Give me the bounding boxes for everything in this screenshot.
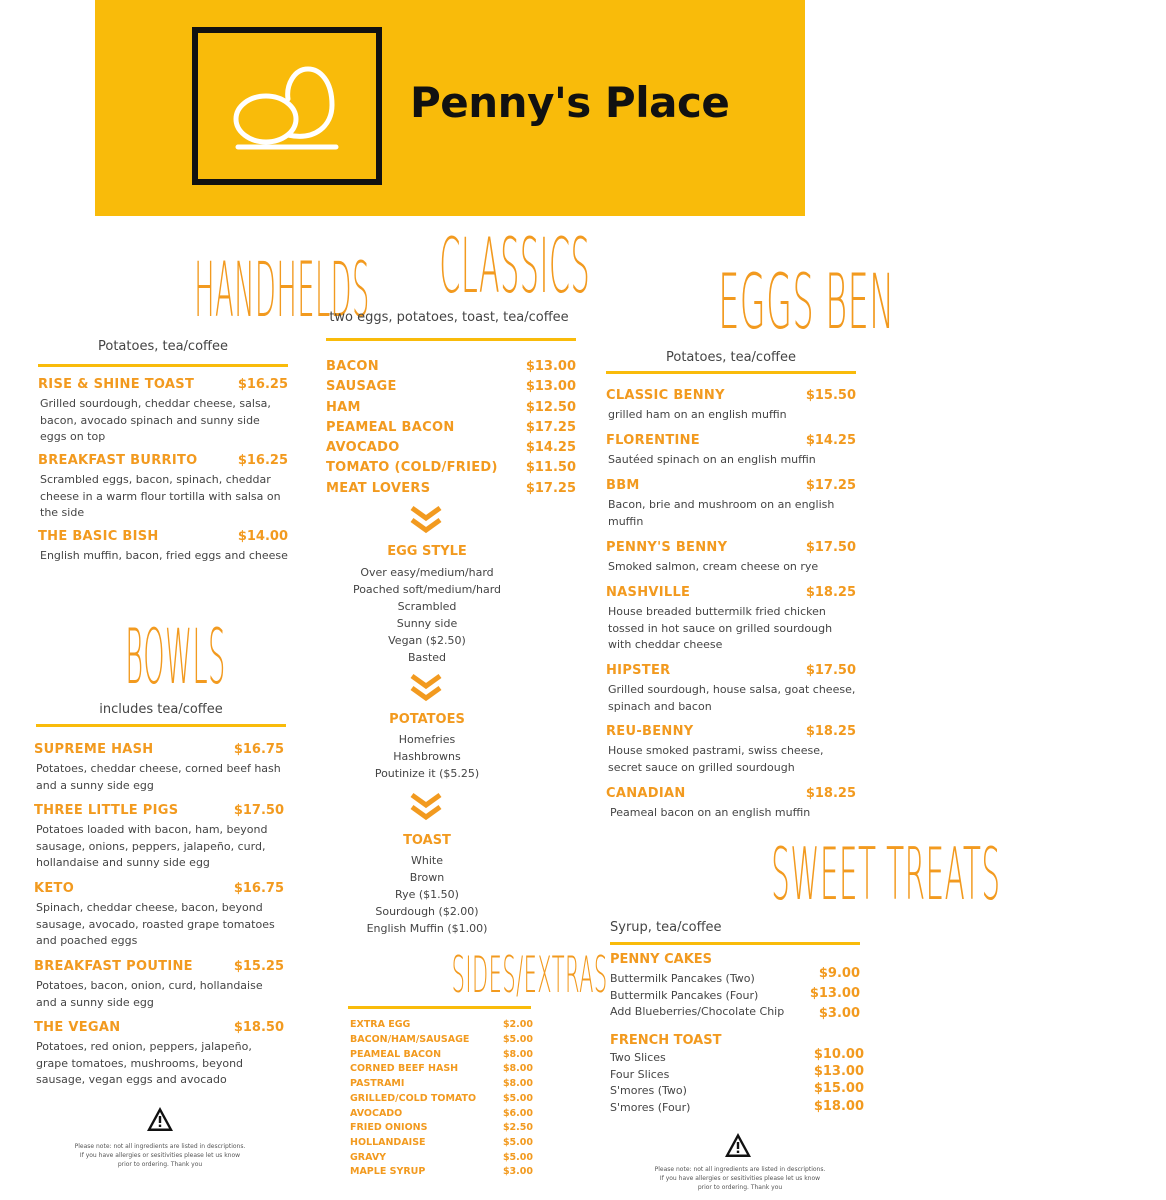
- desc-line: English muffin, bacon, fried eggs and cheese: [40, 549, 288, 562]
- eggs-ben-rule: [606, 371, 856, 374]
- french-toast-price: $18.00: [813, 1099, 864, 1114]
- eggs-ben-title: [606, 257, 895, 346]
- warning-icon: [146, 1106, 174, 1132]
- side-item: [350, 1137, 533, 1152]
- handhelds-subtitle: Potatoes, tea/coffee: [98, 339, 228, 354]
- item-name: BBM: [606, 478, 640, 493]
- sides-rule: [348, 1006, 531, 1009]
- chevron-down-icon: [408, 673, 444, 703]
- item-desc: [608, 559, 818, 576]
- item-price: $17.50: [233, 803, 284, 818]
- item-name: CORNED BEEF HASH: [350, 1063, 459, 1074]
- desc-line: grilled ham on an english muffin: [608, 408, 787, 421]
- item-price: $12.50: [525, 400, 576, 415]
- desc-line: tossed in hot sauce on grilled sourdough: [608, 621, 833, 635]
- warning-icon: [724, 1132, 752, 1158]
- desc-line: with cheddar cheese: [608, 638, 723, 651]
- item-desc: [608, 604, 832, 654]
- item-name: BACON: [326, 359, 379, 374]
- header-banner: [95, 0, 805, 216]
- desc-line: cheese in a warm flour tortilla with salsa on: [40, 489, 281, 503]
- item-name: FLORENTINE: [606, 433, 700, 448]
- item-name: GRAVY: [350, 1152, 387, 1163]
- egg-style-option: Poached soft/medium/hard: [352, 583, 502, 596]
- item-price: $16.75: [233, 881, 284, 896]
- item-desc: [40, 396, 271, 446]
- penny-cakes-line: Buttermilk Pancakes (Four): [610, 989, 759, 1002]
- desc-line: House smoked pastrami, swiss cheese,: [608, 744, 824, 757]
- allergy-note: [640, 1165, 840, 1192]
- item-price: $17.50: [805, 663, 856, 678]
- item-desc: [608, 682, 855, 715]
- item-name: PASTRAMI: [350, 1078, 405, 1089]
- item-price: $16.25: [237, 377, 288, 392]
- item-name: HOLLANDAISE: [350, 1137, 426, 1148]
- side-item: [350, 1019, 533, 1034]
- item-price: $5.00: [502, 1093, 533, 1104]
- item-price: $5.00: [502, 1034, 533, 1045]
- item-desc: [36, 1039, 252, 1089]
- classics-title-text: CLASSICS: [439, 221, 591, 310]
- french-toast-price: $10.00: [813, 1047, 864, 1062]
- side-item: [350, 1108, 533, 1123]
- penny-cakes-line: Buttermilk Pancakes (Two): [610, 972, 755, 985]
- desc-line: Bacon, brie and mushroom on an english: [608, 498, 835, 511]
- bowls-subtitle: includes tea/coffee: [99, 702, 223, 717]
- desc-line: muffin: [608, 514, 644, 528]
- potatoes-option: Hashbrowns: [393, 750, 461, 763]
- item-price: $11.50: [525, 460, 576, 475]
- desc-line: bacon, avocado spinach and sunny side: [40, 413, 260, 427]
- item-name: CANADIAN: [606, 786, 686, 801]
- item-price: $15.25: [233, 959, 284, 974]
- item-price: $13.00: [525, 359, 576, 374]
- desc-line: Potatoes loaded with bacon, ham, beyond: [36, 823, 268, 836]
- classics-title: [326, 221, 591, 310]
- penny-cakes-price: $9.00: [818, 966, 860, 981]
- item-price: $17.25: [525, 481, 576, 496]
- item-price: $17.25: [805, 478, 856, 493]
- item-desc: [40, 472, 281, 522]
- desc-line: the side: [40, 506, 85, 519]
- sweet-treats-title-text: SWEET TREATS: [771, 832, 1001, 916]
- toast-option: Rye ($1.50): [395, 888, 459, 901]
- item-name: NASHVILLE: [606, 585, 691, 600]
- item-name: PENNY'S BENNY: [606, 540, 728, 555]
- desc-line: sausage, avocado, roasted grape tomatoes: [36, 917, 275, 931]
- egg-style-option: Sunny side: [396, 617, 458, 630]
- toast-title: TOAST: [403, 833, 451, 848]
- item-name: THREE LITTLE PIGS: [34, 803, 179, 818]
- egg-style-option: Basted: [407, 651, 447, 664]
- handhelds-rule: [38, 364, 288, 367]
- item-name: GRILLED/COLD TOMATO: [350, 1093, 477, 1104]
- item-name: AVOCADO: [326, 440, 400, 455]
- desc-line: spinach and bacon: [608, 699, 712, 713]
- item-price: $17.25: [525, 420, 576, 435]
- side-item: [350, 1034, 533, 1049]
- allergy-note: [60, 1142, 260, 1169]
- item-desc: [608, 497, 834, 530]
- item-price: $18.25: [805, 585, 856, 600]
- penny-cakes-line: Add Blueberries/Chocolate Chip: [610, 1005, 785, 1018]
- desc-line: Peameal bacon on an english muffin: [610, 806, 811, 819]
- desc-line: and a sunny side egg: [36, 995, 154, 1009]
- item-name: SUPREME HASH: [34, 742, 154, 757]
- desc-line: secret sauce on grilled sourdough: [608, 760, 795, 774]
- desc-line: Potatoes, red onion, peppers, jalapeño,: [36, 1040, 252, 1053]
- item-price: $5.00: [502, 1137, 533, 1148]
- item-name: EXTRA EGG: [350, 1019, 411, 1030]
- item-desc: [36, 900, 275, 950]
- chevron-down-icon: [408, 792, 444, 822]
- item-price: $5.00: [502, 1152, 533, 1163]
- desc-line: House breaded buttermilk fried chicken: [608, 605, 826, 618]
- item-name: HIPSTER: [606, 663, 671, 678]
- item-name: PEAMEAL BACON: [350, 1049, 442, 1060]
- logo: [192, 27, 382, 185]
- sweet-treats-subtitle: Syrup, tea/coffee: [610, 920, 722, 935]
- classic-item: [326, 379, 576, 399]
- item-name: TOMATO (COLD/FRIED): [326, 460, 498, 475]
- desc-line: Spinach, cheddar cheese, bacon, beyond: [36, 901, 263, 914]
- desc-line: Grilled sourdough, house salsa, goat cheese,: [608, 683, 856, 696]
- item-name: BREAKFAST POUTINE: [34, 959, 193, 974]
- sides-title: [344, 946, 608, 1004]
- item-price: $8.00: [502, 1078, 533, 1089]
- side-item: [350, 1166, 533, 1181]
- item-price: $3.00: [502, 1166, 533, 1177]
- item-name: KETO: [34, 881, 75, 896]
- item-desc: [36, 978, 263, 1011]
- desc-line: Potatoes, bacon, onion, curd, hollandaise: [36, 979, 263, 992]
- classic-item: [326, 400, 576, 420]
- french-toast-line: Four Slices: [610, 1068, 670, 1081]
- potatoes-option: Poutinize it ($5.25): [374, 767, 480, 780]
- item-name: BREAKFAST BURRITO: [38, 453, 198, 468]
- desc-line: and a sunny side egg: [36, 778, 154, 792]
- classic-item: [326, 440, 576, 460]
- item-price: $2.00: [502, 1019, 533, 1030]
- classics-subtitle: two eggs, potatoes, toast, tea/coffee: [329, 310, 569, 325]
- side-item: [350, 1049, 533, 1064]
- item-price: $13.00: [525, 379, 576, 394]
- handhelds-title: [38, 245, 370, 334]
- item-price: $8.00: [502, 1049, 533, 1060]
- note-line: If you have allergies or sesitivities please let us know: [659, 1175, 821, 1182]
- classic-item: [326, 460, 576, 480]
- item-desc: [608, 743, 823, 776]
- side-item: [350, 1152, 533, 1167]
- side-item: [350, 1063, 533, 1078]
- egg-style-title: EGG STYLE: [387, 544, 467, 559]
- sweet-treats-rule: [610, 942, 860, 945]
- handhelds-title-text: HANDHELDS: [194, 245, 370, 334]
- penny-cakes-title: PENNY CAKES: [610, 952, 713, 967]
- item-price: $16.75: [233, 742, 284, 757]
- sweet-treats-title: [606, 832, 1001, 916]
- brand-name: Penny's Place: [410, 78, 730, 127]
- item-desc: [36, 761, 281, 794]
- eggs-icon: [228, 61, 346, 153]
- note-line: Please note: not all ingredients are listed in descriptions.: [654, 1166, 826, 1173]
- item-name: FRIED ONIONS: [350, 1122, 428, 1133]
- bowls-rule: [36, 724, 286, 727]
- chevron-down-icon: [408, 505, 444, 535]
- item-desc: [40, 548, 288, 565]
- note-line: If you have allergies or sesitivities please let us know: [79, 1152, 241, 1159]
- french-toast-price: $13.00: [813, 1064, 864, 1079]
- bowls-title: [36, 612, 286, 702]
- bowls-title-text: BOWLS: [125, 612, 226, 701]
- penny-cakes-price: $13.00: [809, 986, 860, 1001]
- item-desc: [36, 822, 267, 872]
- toast-option: White: [411, 854, 443, 867]
- desc-line: eggs on top: [40, 430, 106, 443]
- french-toast-title: FRENCH TOAST: [610, 1033, 722, 1048]
- desc-line: Smoked salmon, cream cheese on rye: [608, 560, 819, 573]
- desc-line: Potatoes, cheddar cheese, corned beef hash: [36, 762, 281, 775]
- item-price: $18.50: [233, 1020, 284, 1035]
- item-name: SAUSAGE: [326, 379, 397, 394]
- french-toast-line: Two Slices: [610, 1051, 666, 1064]
- item-price: $15.50: [805, 388, 856, 403]
- toast-option: Brown: [409, 871, 445, 884]
- desc-line: Sautéed spinach on an english muffin: [608, 453, 816, 466]
- item-desc: [610, 805, 810, 822]
- item-price: $2.50: [502, 1122, 533, 1133]
- item-price: $14.00: [237, 529, 288, 544]
- item-desc: [608, 452, 816, 469]
- desc-line: sausage, vegan eggs and avocado: [36, 1073, 227, 1086]
- eggs-ben-title-text: EGGS BEN: [718, 257, 895, 346]
- item-price: $6.00: [502, 1108, 533, 1119]
- eggs-ben-subtitle: Potatoes, tea/coffee: [666, 350, 796, 365]
- potatoes-title: POTATOES: [389, 712, 465, 727]
- penny-cakes-price: $3.00: [818, 1006, 860, 1021]
- classic-item: [326, 359, 576, 379]
- side-item: [350, 1122, 533, 1137]
- potatoes-option: Homefries: [398, 733, 456, 746]
- item-name: MAPLE SYRUP: [350, 1166, 426, 1177]
- item-name: THE VEGAN: [34, 1020, 121, 1035]
- desc-line: and poached eggs: [36, 934, 138, 947]
- french-toast-price: $15.00: [813, 1081, 864, 1096]
- item-name: BACON/HAM/SAUSAGE: [350, 1034, 470, 1045]
- note-line: Please note: not all ingredients are listed in descriptions.: [74, 1143, 246, 1150]
- toast-option: English Muffin ($1.00): [366, 922, 488, 935]
- item-price: $8.00: [502, 1063, 533, 1074]
- desc-line: Scrambled eggs, bacon, spinach, cheddar: [40, 473, 271, 486]
- item-name: AVOCADO: [350, 1108, 403, 1119]
- item-name: MEAT LOVERS: [326, 481, 431, 496]
- side-item: [350, 1093, 533, 1108]
- side-item: [350, 1078, 533, 1093]
- egg-style-option: Vegan ($2.50): [388, 634, 466, 647]
- desc-line: hollandaise and sunny side egg: [36, 856, 210, 869]
- item-name: RISE & SHINE TOAST: [38, 377, 195, 392]
- item-name: THE BASIC BISH: [38, 529, 159, 544]
- note-line: prior to ordering. Thank you: [117, 1161, 203, 1168]
- desc-line: Grilled sourdough, cheddar cheese, salsa,: [40, 397, 271, 410]
- item-name: PEAMEAL BACON: [326, 420, 455, 435]
- french-toast-line: S'mores (Four): [610, 1101, 691, 1114]
- classics-rule: [326, 338, 576, 341]
- egg-style-option: Over easy/medium/hard: [360, 566, 494, 579]
- sides-title-text: SIDES/EXTRAS: [451, 946, 608, 1004]
- french-toast-line: S'mores (Two): [610, 1084, 687, 1097]
- item-desc: [608, 407, 787, 424]
- egg-style-option: Scrambled: [397, 600, 457, 613]
- note-line: prior to ordering. Thank you: [697, 1184, 783, 1191]
- item-name: CLASSIC BENNY: [606, 388, 725, 403]
- item-price: $18.25: [805, 724, 856, 739]
- desc-line: grape tomatoes, mushrooms, beyond: [36, 1056, 244, 1070]
- item-price: $16.25: [237, 453, 288, 468]
- toast-option: Sourdough ($2.00): [375, 905, 479, 918]
- desc-line: sausage, onions, peppers, jalapeño, curd,: [36, 839, 266, 853]
- item-name: HAM: [326, 400, 361, 415]
- item-price: $18.25: [805, 786, 856, 801]
- item-price: $17.50: [805, 540, 856, 555]
- classic-item: [326, 481, 576, 501]
- item-name: REU-BENNY: [606, 724, 694, 739]
- classic-item: [326, 420, 576, 440]
- item-price: $14.25: [805, 433, 856, 448]
- item-price: $14.25: [525, 440, 576, 455]
